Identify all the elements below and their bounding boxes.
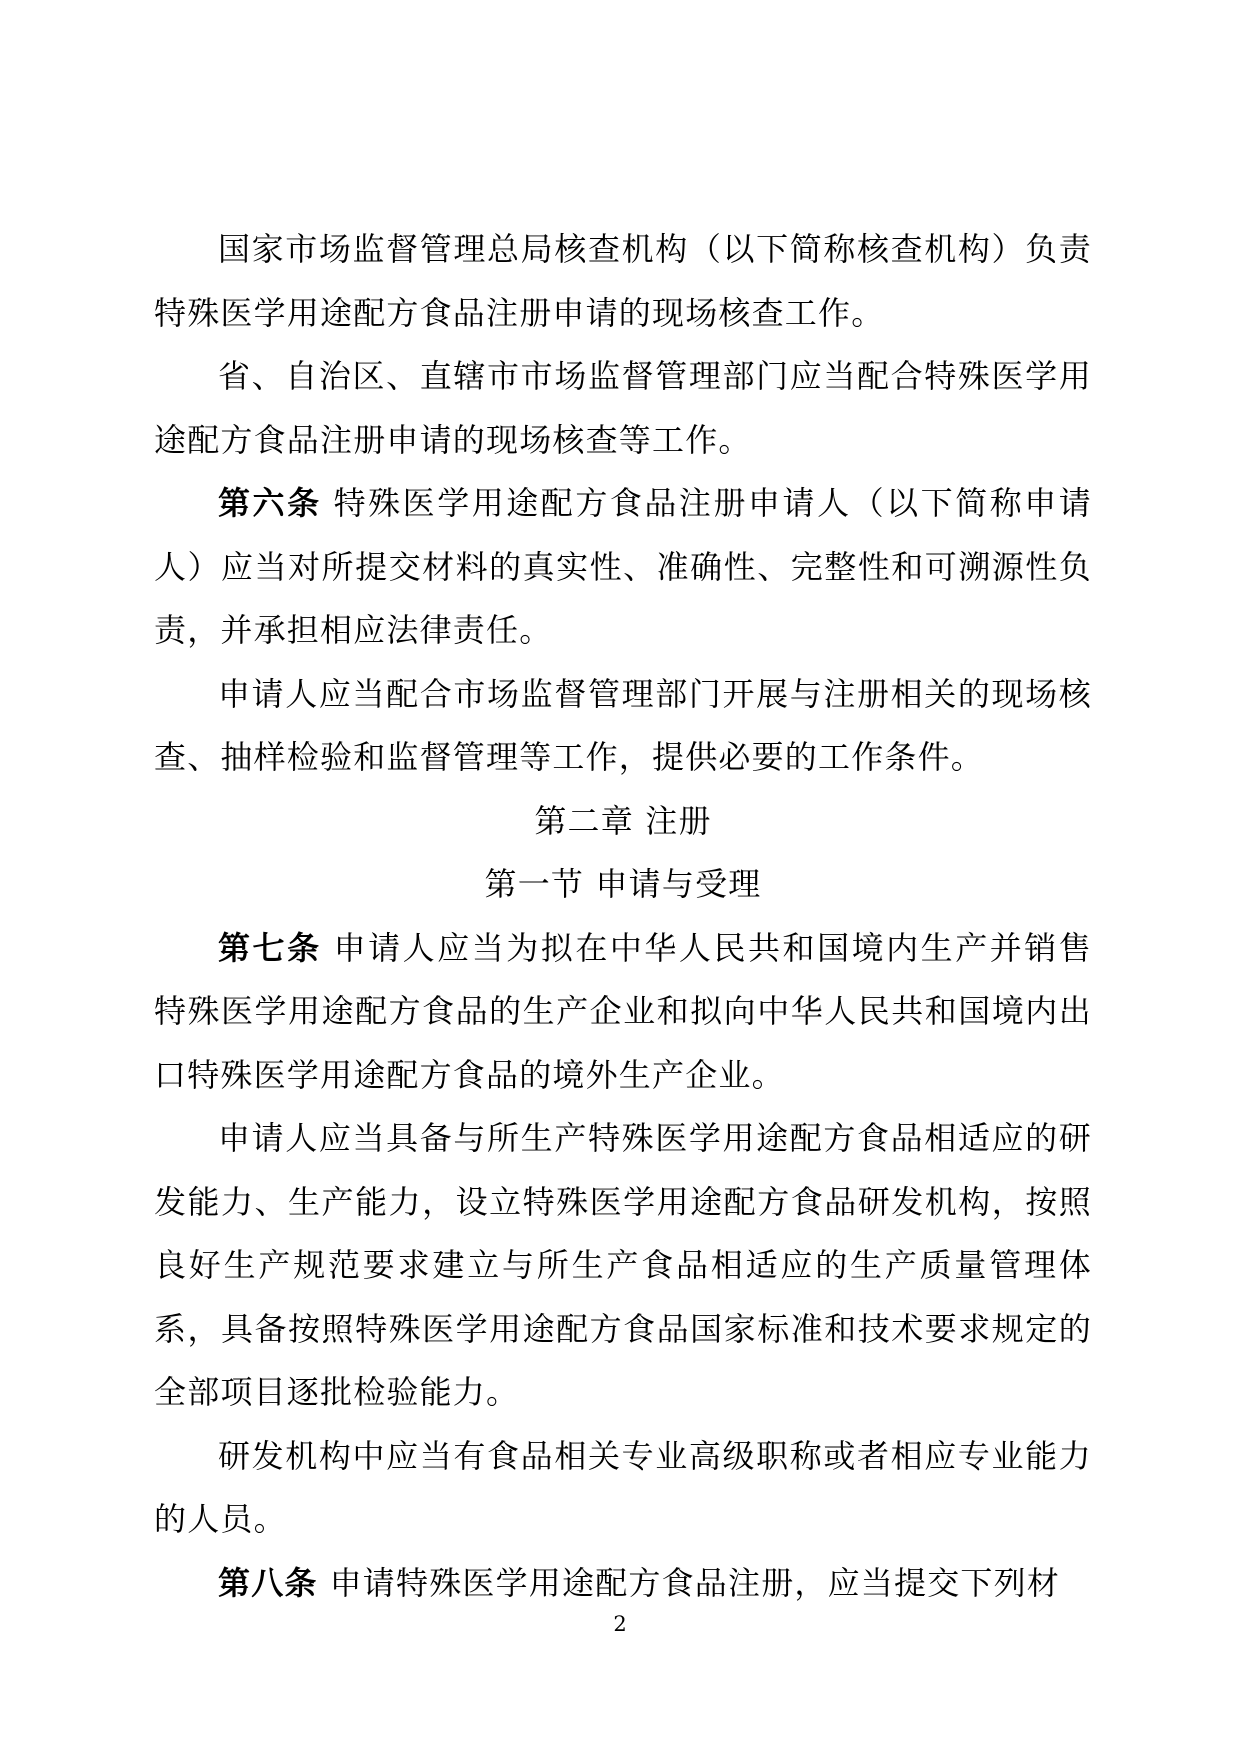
section-heading: 第一节 申请与受理: [484, 865, 762, 903]
article-7-text: 申请人应当为拟在中华人民共和国境内生产并销售特殊医学用途配方食品的生产企业和拟向中华人民共和国境内出口特殊医学用途配方食品的境外生产企业。: [154, 928, 1092, 1094]
article-7: [154, 917, 1092, 1108]
article-8-label: 第八条: [218, 1563, 318, 1602]
paragraph-applicant-cooperation: 申请人应当配合市场监督管理部门开展与注册相关的现场核查、抽样检验和监督管理等工作，提供必要的工作条件。: [154, 674, 1092, 776]
article-6-text: 特殊医学用途配方食品注册申请人（以下简称申请人）应当对所提交材料的真实性、准确性、完整性和可溯源性负责，并承担相应法律责任。: [154, 484, 1092, 649]
paragraph-provincial-cooperation: 省、自治区、直辖市市场监督管理部门应当配合特殊医学用途配方食品注册申请的现场核查等工作。: [154, 357, 1092, 459]
article-6: [154, 472, 1092, 663]
article-8: [154, 1552, 1092, 1616]
page-number: 2: [613, 1612, 627, 1636]
document-body: [154, 218, 1092, 1615]
paragraph-inspection-agency: 国家市场监督管理总局核查机构（以下简称核查机构）负责特殊医学用途配方食品注册申请的现场核查工作。: [154, 230, 1092, 332]
paragraph-rd-personnel: 研发机构中应当有食品相关专业高级职称或者相应专业能力的人员。: [154, 1436, 1092, 1538]
chapter-heading: 第二章 注册: [534, 801, 712, 840]
article-8-text: 申请特殊医学用途配方食品注册，应当提交下列材: [329, 1563, 1061, 1602]
article-7-label: 第七条: [218, 928, 322, 967]
article-6-label: 第六条: [218, 484, 322, 522]
paragraph-applicant-capability: 申请人应当具备与所生产特殊医学用途配方食品相适应的研发能力、生产能力，设立特殊医学用途配方食品研发机构，按照良好生产规范要求建立与所生产食品相适应的生产质量管理体系，具备按照特殊医学用途配方食品国家标准和技术要求规定的全部项目逐批检验能力。: [154, 1119, 1092, 1411]
